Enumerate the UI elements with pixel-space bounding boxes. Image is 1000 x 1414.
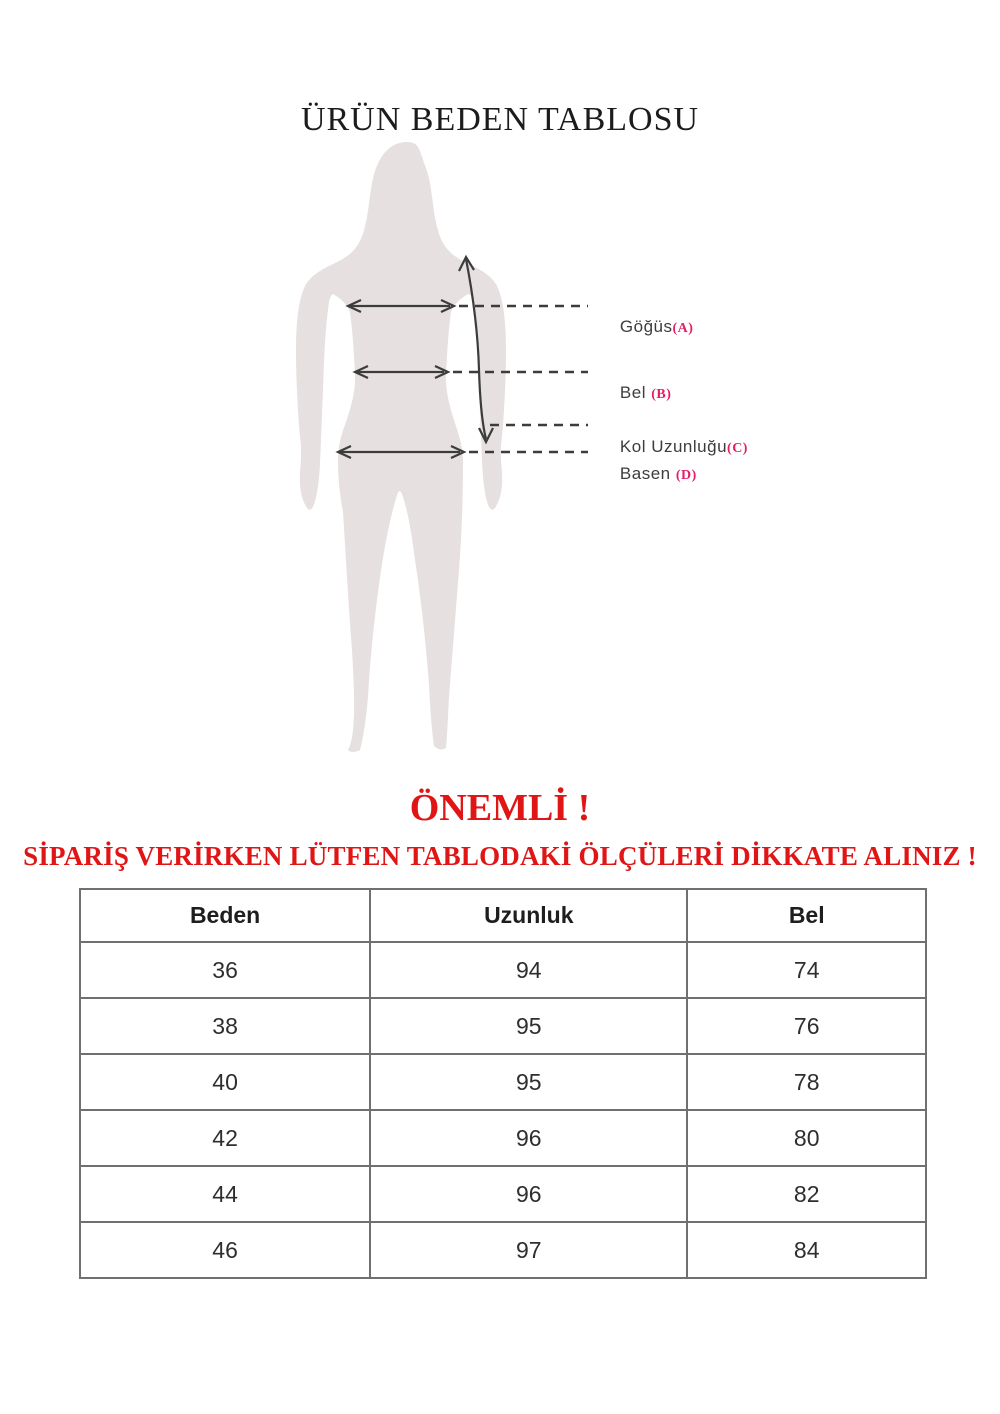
table-cell-bel: 74	[687, 942, 926, 998]
chest-label-code: (A)	[672, 321, 694, 336]
table-row	[80, 1110, 926, 1166]
arm-length-label-text: Kol Uzunluğu	[619, 437, 728, 456]
table-cell-bel: 78	[687, 1054, 926, 1110]
table-cell-uzunluk: 96	[370, 1110, 687, 1166]
body-silhouette	[296, 142, 506, 752]
measurement-label-chest	[599, 297, 694, 336]
measurement-label-hips	[599, 444, 697, 483]
hips-label-text: Basen	[619, 464, 676, 483]
table-cell-beden: 44	[80, 1166, 370, 1222]
table-header-beden: Beden	[80, 889, 370, 942]
table-cell-beden: 40	[80, 1054, 370, 1110]
hips-label-code: (D)	[675, 468, 697, 483]
table-cell-uzunluk: 96	[370, 1166, 687, 1222]
waist-label-code: (B)	[651, 387, 672, 402]
table-row	[80, 1166, 926, 1222]
table-header-bel: Bel	[687, 889, 926, 942]
arm-length-label-code: (C)	[727, 441, 748, 456]
table-cell-uzunluk: 94	[370, 942, 687, 998]
table-header-uzunluk: Uzunluk	[370, 889, 687, 942]
table-cell-bel: 76	[687, 998, 926, 1054]
table-row	[80, 1054, 926, 1110]
table-cell-beden: 36	[80, 942, 370, 998]
table-row	[80, 998, 926, 1054]
table-cell-beden: 46	[80, 1222, 370, 1278]
size-table	[79, 888, 927, 1279]
table-cell-uzunluk: 95	[370, 1054, 687, 1110]
table-row	[80, 942, 926, 998]
page-title: ÜRÜN BEDEN TABLOSU	[300, 100, 700, 138]
chest-label-text: Göğüs	[619, 317, 673, 336]
waist-label-text: Bel	[619, 383, 652, 402]
table-cell-uzunluk: 97	[370, 1222, 687, 1278]
measurement-label-arm-length	[599, 417, 748, 456]
measurement-label-waist	[599, 363, 672, 402]
table-cell-beden: 42	[80, 1110, 370, 1166]
table-header-row	[80, 889, 926, 942]
table-cell-beden: 38	[80, 998, 370, 1054]
warning-subheading: SİPARİŞ VERİRKEN LÜTFEN TABLODAKİ ÖLÇÜLERİ DİKKATE ALINIZ !	[23, 841, 977, 871]
table-cell-bel: 82	[687, 1166, 926, 1222]
table-cell-uzunluk: 95	[370, 998, 687, 1054]
warning-heading: ÖNEMLİ !	[409, 787, 591, 829]
table-cell-bel: 84	[687, 1222, 926, 1278]
table-row	[80, 1222, 926, 1278]
table-cell-bel: 80	[687, 1110, 926, 1166]
